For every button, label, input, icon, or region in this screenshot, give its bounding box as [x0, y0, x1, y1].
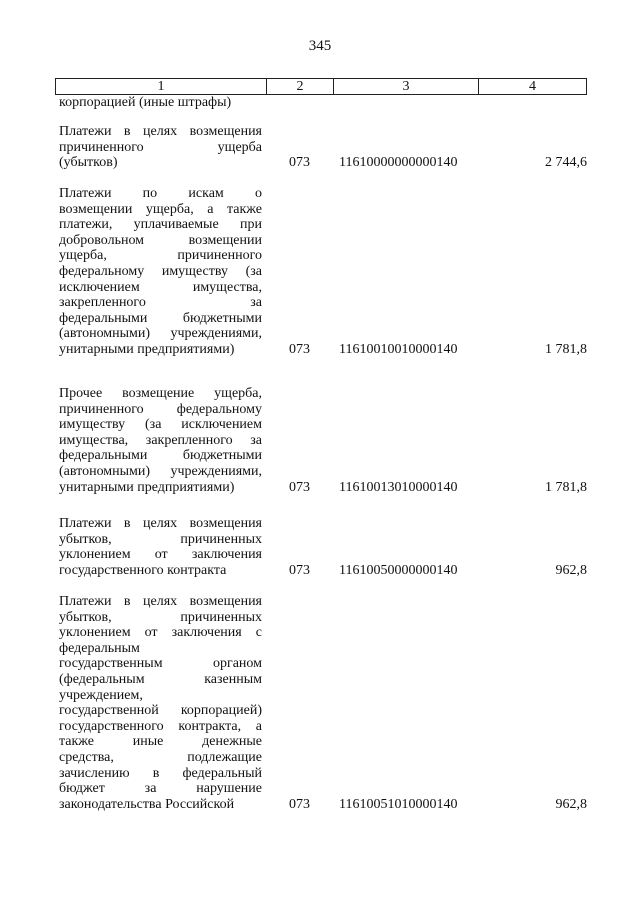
description-line: зачислению в федеральный	[59, 765, 262, 781]
table-row	[59, 95, 587, 111]
description-line: добровольном возмещении	[59, 232, 262, 248]
description-line: закрепленного за	[59, 295, 262, 311]
description-line: Платежи в целях возмещения	[59, 516, 262, 531]
description-line: государственным органом	[59, 656, 262, 672]
row-budget-code: 11610050000000140	[339, 562, 458, 578]
description-line: (убытков)	[59, 155, 118, 171]
column-header-4: 4	[529, 79, 536, 94]
description-line: убытков, причиненных	[59, 609, 262, 625]
description-line: бюджет за нарушение	[59, 781, 262, 797]
description-line: корпорацией (иные штрафы)	[59, 95, 232, 110]
description-line: уклонением от заключения с	[59, 625, 262, 641]
row-budget-code: 11610000000000140	[339, 155, 458, 171]
description-line: причиненного ущерба	[59, 139, 262, 155]
row-budget-code: 11610013010000140	[339, 479, 458, 495]
row-amount: 962,8	[555, 562, 587, 578]
description-line: имуществу (за исключением	[59, 417, 262, 433]
table-row	[59, 186, 587, 358]
description-line: законодательства Российской	[59, 796, 235, 812]
description-line: возмещении ущерба, а также	[59, 201, 262, 217]
description-line: Платежи в целях возмещения	[59, 124, 262, 139]
description-line: федеральными бюджетными	[59, 310, 262, 326]
table-row	[59, 594, 587, 812]
row-description	[59, 95, 262, 111]
table-header	[55, 78, 587, 95]
column-header-3: 3	[334, 79, 479, 94]
description-line: (федеральным казенным	[59, 671, 262, 687]
row-description	[59, 124, 262, 171]
row-amount: 962,8	[555, 796, 587, 812]
page-number: 345	[308, 38, 332, 54]
row-admin-code: 073	[289, 342, 310, 357]
row-admin-code: 073	[289, 796, 310, 812]
row-description	[59, 186, 262, 358]
column-header-1: 1	[56, 79, 267, 94]
description-line: унитарными предприятиями)	[59, 341, 235, 357]
description-line: также иные денежные	[59, 734, 262, 750]
row-description	[59, 386, 262, 495]
row-description	[59, 594, 262, 812]
description-line: уклонением от заключения	[59, 547, 262, 563]
description-line: причиненного федеральному	[59, 401, 262, 417]
row-budget-code: 11610051010000140	[339, 796, 458, 812]
description-line: государственного контракта	[59, 562, 227, 578]
row-description	[59, 516, 262, 578]
description-line: государственного контракта, а	[59, 718, 262, 734]
description-line: имущества, закрепленного за	[59, 432, 262, 448]
description-line: средства, подлежащие	[59, 749, 262, 765]
description-line: федеральному имуществу (за	[59, 263, 262, 279]
description-line: Прочее возмещение ущерба,	[59, 386, 262, 401]
description-line: (автономными) учреждениями,	[59, 463, 262, 479]
description-line: учреждением,	[59, 687, 143, 703]
description-line: убытков, причиненных	[59, 531, 262, 547]
description-line: Платежи в целях возмещения	[59, 594, 262, 609]
description-line: исключением имущества,	[59, 279, 262, 295]
description-line: федеральными бюджетными	[59, 448, 262, 464]
table-row	[59, 516, 587, 578]
row-budget-code: 11610010010000140	[339, 342, 458, 357]
table-row	[59, 386, 587, 495]
description-line: унитарными предприятиями)	[59, 479, 235, 495]
row-amount: 1 781,8	[545, 342, 587, 357]
description-line: платежи, уплачиваемые при	[59, 217, 262, 233]
row-amount: 1 781,8	[545, 479, 587, 495]
row-amount: 2 744,6	[545, 155, 587, 171]
column-header-2: 2	[267, 79, 334, 94]
row-admin-code: 073	[289, 562, 310, 578]
description-line: федеральным	[59, 640, 140, 656]
description-line: государственной корпорацией)	[59, 703, 262, 719]
description-line: Платежи по искам о	[59, 186, 262, 201]
table-row	[59, 124, 587, 171]
row-admin-code: 073	[289, 479, 310, 495]
description-line: (автономными) учреждениями,	[59, 326, 262, 342]
row-admin-code: 073	[289, 155, 310, 171]
description-line: ущерба, причиненного	[59, 248, 262, 264]
